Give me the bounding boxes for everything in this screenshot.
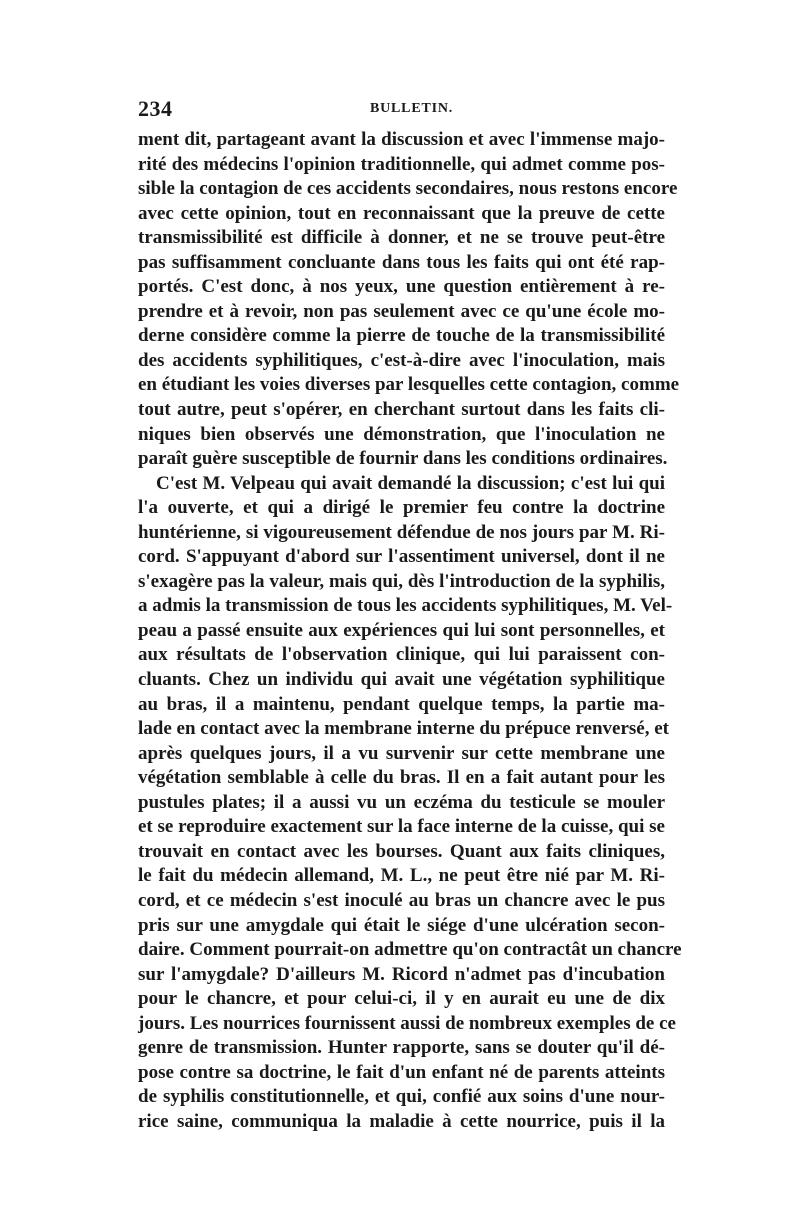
text-line: niques bien observés une démonstration, que l'inoculation ne	[138, 423, 665, 445]
text-line: pose contre sa doctrine, le fait d'un enfant né de parents atteints	[138, 1061, 665, 1083]
text-line: sible la contagion de ces accidents secondaires, nous restons encore	[138, 178, 678, 200]
page-number: 234	[138, 96, 173, 121]
text-line: de syphilis constitutionnelle, et qui, confié aux soins d'une nour-	[138, 1086, 665, 1108]
text-line: jours. Les nourrices fournissent aussi de nombreux exemples de ce	[138, 1012, 676, 1034]
text-line: derne considère comme la pierre de touche de la transmissibilité	[138, 325, 665, 347]
text-line: daire. Comment pourrait-on admettre qu'on contractât un chancre	[138, 939, 682, 961]
text-line: prendre et à revoir, non pas seulement avec ce qu'une école mo-	[138, 300, 665, 322]
text-line: paraît guère susceptible de fournir dans les conditions ordinaires.	[138, 448, 668, 470]
text-line: tout autre, peut s'opérer, en cherchant surtout dans les faits cli-	[138, 399, 665, 421]
text-line: l'a ouverte, et qui a dirigé le premier feu contre la doctrine	[138, 497, 665, 519]
text-line: C'est M. Velpeau qui avait demandé la discussion; c'est lui qui	[156, 472, 665, 494]
text-line: pas suffisamment concluante dans tous les faits qui ont été rap-	[138, 251, 665, 273]
text-line: et se reproduire exactement sur la face interne de la cuisse, qui se	[138, 816, 665, 838]
text-line: peau a passé ensuite aux expériences qui lui sont personnelles, et	[138, 619, 665, 641]
text-line: pour le chancre, et pour celui-ci, il y en aurait eu une de dix	[138, 988, 665, 1010]
text-line: aux résultats de l'observation clinique, qui lui paraissent con-	[138, 644, 665, 666]
text-line: sur l'amygdale? D'ailleurs M. Ricord n'admet pas d'incubation	[138, 963, 665, 985]
body-text	[138, 128, 682, 1134]
text-line: végétation semblable à celle du bras. Il en a fait autant pour les	[138, 767, 665, 789]
text-line: au bras, il a maintenu, pendant quelque temps, la partie ma-	[138, 693, 665, 715]
text-line: après quelques jours, il a vu survenir sur cette membrane une	[138, 742, 665, 764]
text-line: rice saine, communiqua la maladie à cette nourrice, puis il la	[138, 1110, 665, 1132]
text-line: rité des médecins l'opinion traditionnelle, qui admet comme pos-	[138, 153, 665, 175]
text-line: le fait du médecin allemand, M. L., ne peut être nié par M. Ri-	[138, 865, 665, 887]
text-line: portés. C'est donc, à nos yeux, une question entièrement à re-	[138, 276, 665, 298]
text-line: ment dit, partageant avant la discussion et avec l'immense majo-	[138, 129, 665, 150]
text-line: pris sur une amygdale qui était le siége d'une ulcération secon-	[138, 914, 665, 936]
text-line: avec cette opinion, tout en reconnaissant que la preuve de cette	[138, 202, 665, 224]
text-line: des accidents syphilitiques, c'est-à-dire avec l'inoculation, mais	[138, 349, 665, 371]
text-line: s'exagère pas la valeur, mais qui, dès l'introduction de la syphilis,	[138, 570, 665, 592]
text-line: pustules plates; il a aussi vu un eczéma du testicule se mouler	[138, 791, 665, 813]
text-line: a admis la transmission de tous les accidents syphilitiques, M. Vel-	[138, 595, 673, 617]
page-header	[138, 96, 665, 126]
paragraph-1	[138, 128, 680, 472]
text-line: lade en contact avec la membrane interne du prépuce renversé, et	[138, 718, 669, 740]
text-line: trouvait en contact avec les bourses. Quant aux faits cliniques,	[138, 840, 665, 862]
text-line: cord. S'appuyant d'abord sur l'assentiment universel, dont il ne	[138, 546, 665, 568]
text-line: genre de transmission. Hunter rapporte, sans se douter qu'il dé-	[138, 1037, 665, 1059]
text-line: transmissibilité est difficile à donner, et ne se trouve peut-être	[138, 227, 665, 249]
text-line: cord, et ce médecin s'est inoculé au bras un chancre avec le pus	[138, 889, 665, 911]
running-head: BULLETIN.	[370, 101, 454, 116]
text-line: huntérienne, si vigoureusement défendue de nos jours par M. Ri-	[138, 521, 665, 543]
text-line: en étudiant les voies diverses par lesquelles cette contagion, comme	[138, 374, 680, 396]
paragraph-2	[138, 472, 682, 1135]
text-line: cluants. Chez un individu qui avait une végétation syphilitique	[138, 669, 665, 691]
